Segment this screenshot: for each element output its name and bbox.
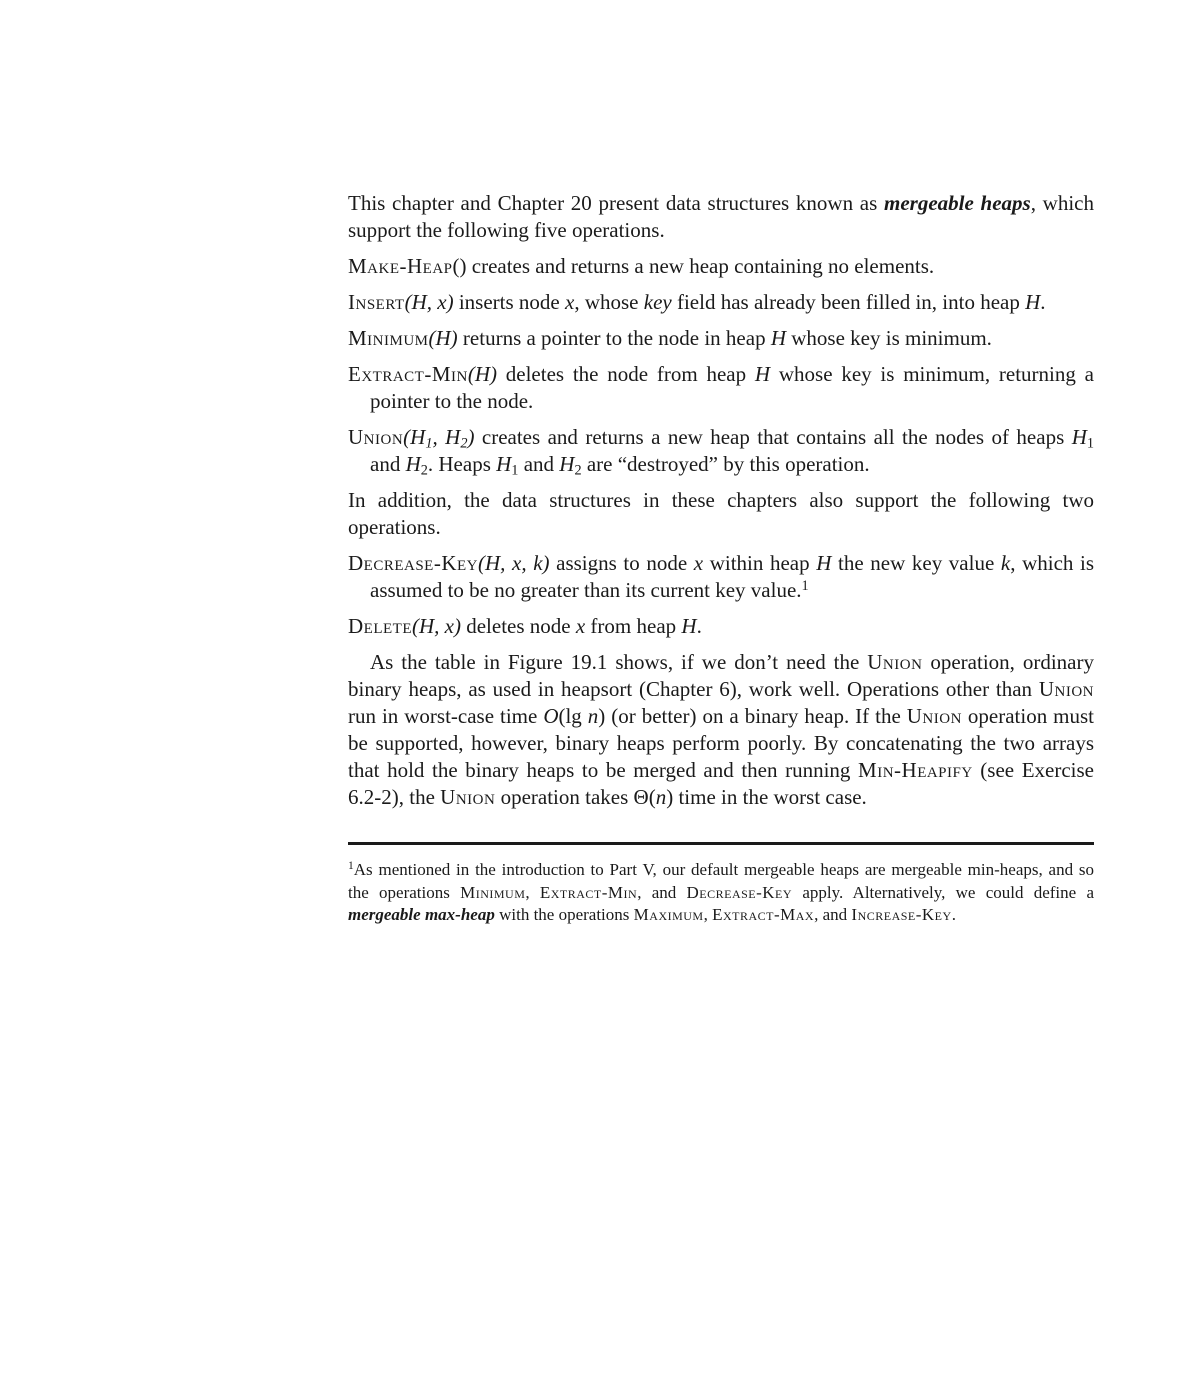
var-h: H bbox=[770, 326, 786, 350]
intro-paragraph bbox=[348, 190, 1094, 244]
op-desc: and bbox=[370, 452, 406, 476]
op-make-heap bbox=[348, 253, 1094, 280]
footnote-text: . bbox=[951, 905, 956, 924]
op-args: (H, x) bbox=[411, 614, 461, 638]
footnote-marker[interactable]: 1 bbox=[801, 577, 809, 594]
op-desc: . Heaps bbox=[427, 452, 497, 476]
text-run: operation takes Θ( bbox=[495, 785, 656, 809]
var-n: n bbox=[655, 785, 667, 809]
var-h1: H bbox=[1071, 425, 1087, 449]
var-h2: H bbox=[405, 452, 421, 476]
op-desc: whose key is minimum. bbox=[786, 326, 992, 350]
op-desc: , whose bbox=[574, 290, 644, 314]
text-run: operation must be supported, however, binary heaps perform poorly. By concatenating the two arrays that hold the binary heaps to be merged and then running bbox=[348, 704, 1094, 782]
footnote-divider bbox=[348, 842, 1094, 845]
subscript: 1 bbox=[511, 462, 519, 479]
text-run: As the table in Figure 19.1 shows, if we don’t need the bbox=[370, 650, 868, 674]
op-ref-increase-key: Increase-Key bbox=[851, 905, 952, 924]
var-x: x bbox=[693, 551, 704, 575]
text-run: ) time in the worst case. bbox=[666, 785, 867, 809]
op-name: Delete bbox=[348, 614, 412, 638]
text-run: (lg bbox=[558, 704, 588, 728]
var-k: k bbox=[1000, 551, 1011, 575]
op-desc: deletes the node from heap bbox=[496, 362, 755, 386]
term-mergeable-max-heap: mergeable max-heap bbox=[348, 905, 495, 924]
var-h: H bbox=[754, 362, 771, 386]
intro-text-end: , which support the following five operations. bbox=[348, 191, 1095, 242]
op-ref-extract-min: Extract-Min bbox=[539, 882, 638, 902]
op-desc: inserts node bbox=[453, 290, 565, 314]
term-mergeable-heaps: mergeable heaps bbox=[884, 191, 1031, 215]
footnote-text: with the operations bbox=[494, 905, 634, 924]
op-args bbox=[403, 425, 475, 452]
op-ref-extract-max: Extract-Max bbox=[712, 905, 815, 924]
subscript: 2 bbox=[574, 462, 582, 479]
op-args: (H, x, k) bbox=[478, 551, 550, 575]
footnote-number: 1 bbox=[348, 859, 354, 873]
op-ref-decrease-key: Decrease-Key bbox=[686, 882, 793, 902]
intro-text: This chapter and Chapter 20 present data structures known as bbox=[348, 191, 885, 215]
footnote-text: , bbox=[525, 882, 540, 902]
op-desc: assigns to node bbox=[549, 551, 694, 575]
op-desc: are “destroyed” by this operation. bbox=[581, 452, 870, 476]
op-desc: field has already been filled in, into heap bbox=[671, 290, 1026, 314]
op-desc: from heap bbox=[585, 614, 682, 638]
text-run: ) (or better) on a binary heap. If the bbox=[598, 704, 907, 728]
op-name: Insert bbox=[348, 290, 405, 314]
var-h: H bbox=[681, 614, 697, 638]
addition-paragraph: In addition, the data structures in these chapters also support the following two operations. bbox=[348, 488, 1094, 539]
op-desc: returns a pointer to the node in heap bbox=[457, 326, 771, 350]
subscript: 1 bbox=[1086, 435, 1094, 452]
args-part: , H bbox=[432, 425, 461, 449]
op-desc: whose key is minimum, returning a pointer to the node. bbox=[370, 362, 1094, 413]
op-desc: , which is assumed to be no greater than its current key value. bbox=[370, 551, 1095, 602]
op-args: (H) bbox=[428, 326, 458, 350]
op-desc: within heap bbox=[703, 551, 817, 575]
op-ref-union: Union bbox=[867, 650, 923, 674]
var-h: H bbox=[816, 551, 832, 575]
args-part: (H bbox=[403, 425, 426, 449]
text-run: operation, ordinary binary heaps, as used in heapsort (Chapter 6), work well. Operations other than bbox=[348, 650, 1094, 701]
op-desc: . bbox=[696, 614, 702, 638]
op-desc: deletes node bbox=[460, 614, 576, 638]
var-x: x bbox=[575, 614, 586, 638]
op-minimum bbox=[348, 325, 1094, 352]
op-args: (H, x) bbox=[404, 290, 454, 314]
op-name: Union bbox=[348, 425, 404, 449]
op-name: Extract-Min bbox=[348, 362, 468, 386]
var-x: x bbox=[565, 290, 575, 314]
op-ref-union: Union bbox=[906, 704, 962, 728]
text-run: (see Exercise 6.2-2), the bbox=[348, 758, 1094, 809]
op-decrease-key bbox=[348, 550, 1094, 604]
big-o: O bbox=[543, 704, 559, 728]
op-ref-minimum: Minimum bbox=[460, 882, 526, 902]
op-desc: creates and returns a new heap that contains all the nodes of heaps bbox=[474, 425, 1072, 449]
var-h: H bbox=[1025, 290, 1041, 314]
op-ref-maximum: Maximum bbox=[633, 905, 704, 924]
footnote-text: apply. Alternatively, we could define a bbox=[792, 882, 1094, 902]
op-name: Make-Heap bbox=[348, 254, 453, 278]
op-name: Minimum bbox=[348, 326, 429, 350]
op-desc: . bbox=[1040, 290, 1046, 314]
op-name: Decrease-Key bbox=[348, 551, 478, 575]
op-args: () bbox=[452, 254, 467, 278]
op-ref-union: Union bbox=[440, 785, 496, 809]
var-n: n bbox=[587, 704, 599, 728]
op-extract-min bbox=[348, 361, 1094, 415]
op-ref-min-heapify: Min-Heapify bbox=[858, 758, 973, 782]
text-run: run in worst-case time bbox=[348, 704, 544, 728]
footnote bbox=[348, 859, 1094, 927]
args-part: ) bbox=[467, 425, 475, 449]
subscript: 1 bbox=[425, 435, 433, 452]
op-insert bbox=[348, 289, 1094, 316]
page-content bbox=[348, 190, 1094, 927]
discussion-paragraph bbox=[348, 649, 1094, 811]
op-delete bbox=[348, 613, 1094, 640]
op-desc: and bbox=[518, 452, 560, 476]
footnote-text: , bbox=[703, 905, 713, 924]
subscript: 2 bbox=[420, 462, 428, 479]
footnote-text: , and bbox=[814, 905, 852, 924]
footnote-text: , and bbox=[637, 882, 687, 902]
op-desc: creates and returns a new heap containing no elements. bbox=[466, 254, 935, 278]
subscript: 2 bbox=[460, 435, 468, 452]
footnote-text: As mentioned in the introduction to Part V, our default mergeable heaps are mergeable min-heaps, and so the operations bbox=[348, 860, 1094, 902]
op-union bbox=[348, 424, 1094, 478]
op-ref-union: Union bbox=[1038, 677, 1094, 701]
key-field-term: key bbox=[643, 290, 672, 314]
var-h2: H bbox=[559, 452, 575, 476]
var-h1: H bbox=[496, 452, 512, 476]
op-args: (H) bbox=[467, 362, 497, 386]
op-desc: the new key value bbox=[831, 551, 1001, 575]
